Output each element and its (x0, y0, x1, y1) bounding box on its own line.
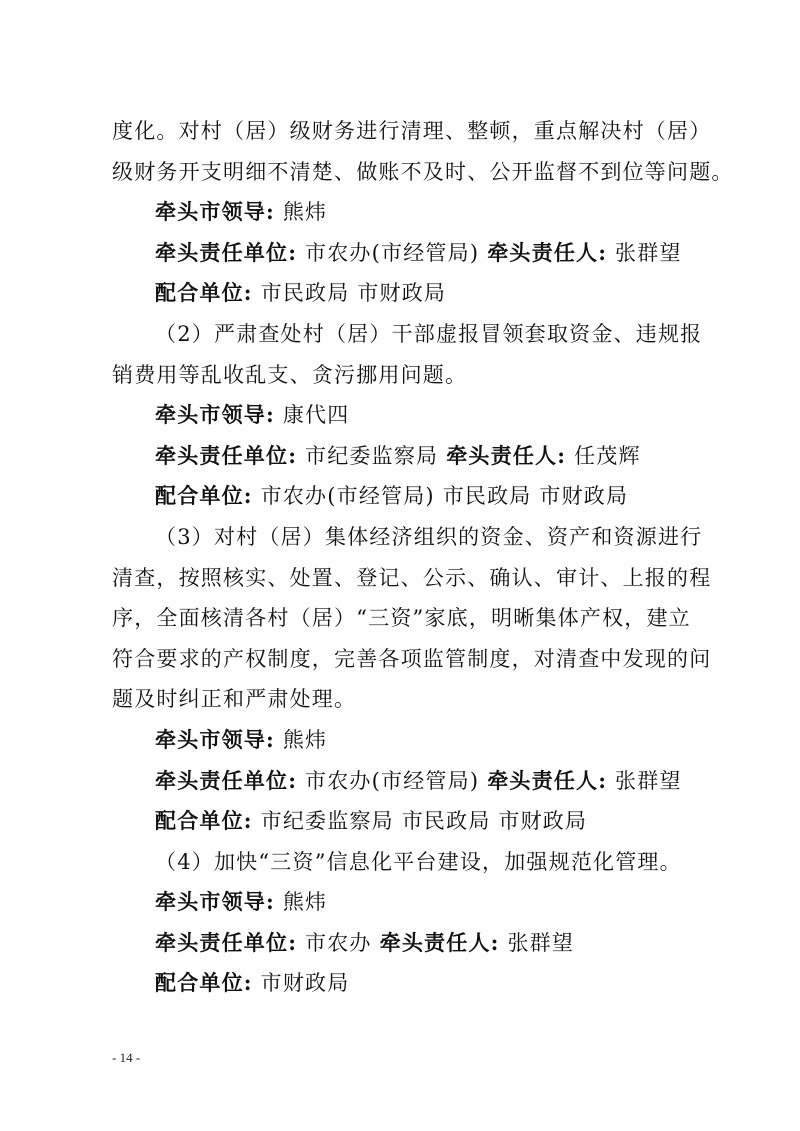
lead-unit-label: 牵头责任单位: (155, 767, 298, 793)
coop-unit-line (112, 963, 690, 1004)
lead-unit-line (112, 761, 690, 802)
item-text-line: 清查，按照核实、处置、登记、公示、确认、审计、上报的程 (112, 565, 712, 590)
lead-unit-line (112, 436, 690, 477)
lead-unit-value: 市纪委监察局 (297, 443, 439, 468)
item-text-line: （3）对村（居）集体经济组织的资金、资产和资源进行 (155, 524, 703, 549)
item-text-line: 符合要求的产权制度，完善各项监管制度，对清查中发现的问 (112, 646, 712, 671)
lead-leader-line (112, 882, 690, 923)
lead-person-label: 牵头责任人: (487, 239, 608, 265)
lead-leader-value: 熊炜 (274, 727, 328, 752)
item-text-line: 题及时纠正和严肃处理。 (112, 687, 357, 712)
lead-leader-line (112, 720, 690, 761)
coop-unit-value: 市财政局 (252, 971, 350, 996)
lead-unit-label: 牵头责任单位: (155, 929, 298, 955)
lead-leader-value: 康代四 (274, 403, 350, 428)
item-text-line: 销费用等乱收乱支、贪污挪用问题。 (112, 362, 468, 387)
coop-unit-label: 配合单位: (155, 483, 253, 509)
lead-person-label: 牵头责任人: (379, 929, 500, 955)
coop-unit-value: 市民政局 市财政局 (252, 281, 447, 306)
body-text-line: 级财务开支明细不清楚、做账不及时、公开监督不到位等问题。 (112, 159, 734, 184)
lead-unit-value: 市农办(市经管局) (297, 768, 480, 793)
document-body (112, 111, 734, 1004)
lead-person-label: 牵头责任人: (446, 442, 567, 468)
item-text-line: 序，全面核清各村（居）“三资”家底，明晰集体产权，建立 (112, 606, 691, 631)
coop-unit-label: 配合单位: (155, 970, 253, 996)
lead-person-value: 张群望 (607, 240, 682, 265)
coop-unit-label: 配合单位: (155, 280, 253, 306)
page-number: - 14 - (112, 1050, 141, 1065)
lead-unit-line (112, 923, 690, 964)
lead-unit-value: 市农办(市经管局) (297, 240, 480, 265)
lead-person-value: 张群望 (499, 930, 575, 955)
lead-person-value: 张群望 (607, 768, 682, 793)
lead-leader-value: 熊炜 (274, 890, 328, 915)
lead-unit-label: 牵头责任单位: (155, 239, 298, 265)
lead-leader-line (112, 395, 690, 436)
coop-unit-label: 配合单位: (155, 808, 253, 834)
lead-leader-label: 牵头市领导: (155, 199, 275, 225)
lead-leader-label: 牵头市领导: (155, 726, 275, 752)
coop-unit-line (112, 273, 690, 314)
lead-person-label: 牵头责任人: (487, 767, 608, 793)
coop-unit-line (112, 476, 690, 517)
coop-unit-line (112, 801, 690, 842)
lead-leader-line (112, 192, 690, 233)
lead-leader-label: 牵头市领导: (155, 889, 275, 915)
item-text-line: （4）加快“三资”信息化平台建设，加强规范化管理。 (155, 849, 682, 874)
lead-person-value: 任茂辉 (566, 443, 641, 468)
coop-unit-value: 市农办(市经管局) 市民政局 市财政局 (252, 484, 629, 509)
lead-unit-value: 市农办 (297, 930, 372, 955)
body-text-line: 度化。对村（居）级财务进行清理、整顿，重点解决村（居） (112, 119, 712, 143)
lead-unit-line (112, 233, 690, 274)
item-text-line: （2）严肃查处村（居）干部虚报冒领套取资金、违规报 (155, 321, 703, 346)
coop-unit-value: 市纪委监察局 市民政局 市财政局 (252, 809, 588, 834)
lead-leader-value: 熊炜 (274, 200, 328, 225)
lead-unit-label: 牵头责任单位: (155, 442, 298, 468)
lead-leader-label: 牵头市领导: (155, 402, 275, 428)
